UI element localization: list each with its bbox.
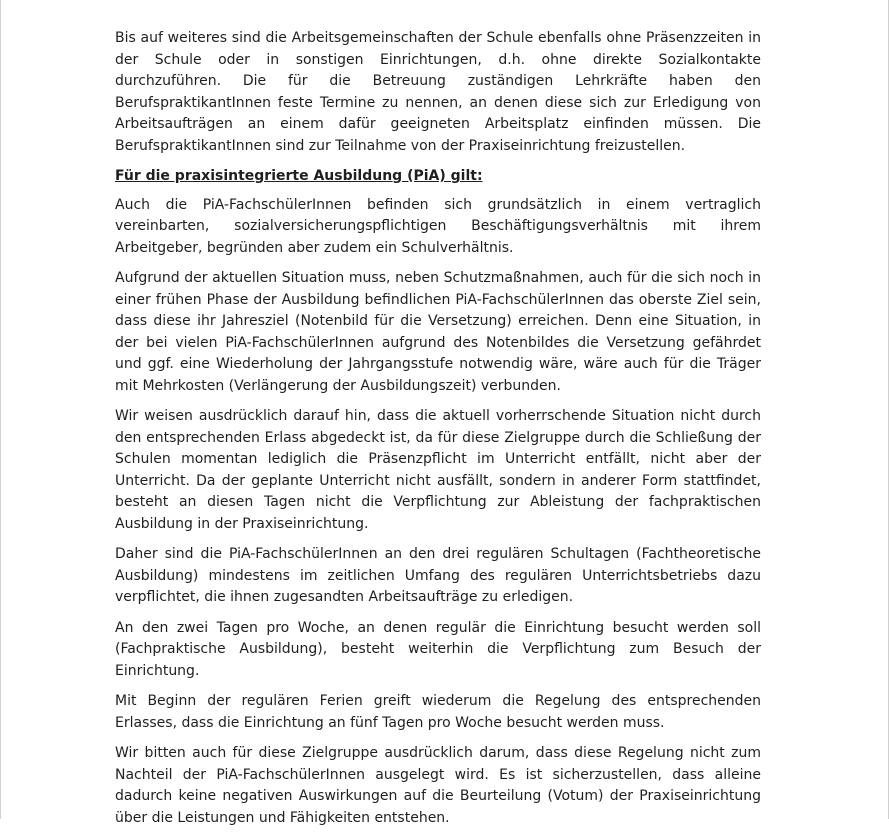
paragraph-beurteilung: Wir bitten auch für diese Zielgruppe ausdrücklich darum, dass diese Regelung nicht zum Nachteil der PiA-FachschülerInnen ausgelegt wird. Es ist sicherzustellen, dass alleine dadurch keine negativen Auswirkungen auf die Beurteilung (Votum) der Praxiseinrichtung über die Leistungen und Fähigkeiten entstehen. [115, 745, 761, 826]
paragraph-arbeitsgemeinschaften: Bis auf weiteres sind die Arbeitsgemeinschaften der Schule ebenfalls ohne Präsenzzeiten in der Schule oder in sonstigen Einrichtungen, d.h. ohne direkte Sozialkontakte durchzuführen. Die für die Betreuung zuständigen Lehrkräfte haben den BerufspraktikantInnen feste Termine zu nennen, an denen diese sich zur Erledigung von Arbeitsaufträgen an einem dafür geeigneten Arbeitsplatz einfinden müssen. Die BerufspraktikantInnen sind zur Teilnahme von der Praxiseinrichtung freizustellen. [115, 30, 761, 154]
paragraph-einrichtungstage: An den zwei Tagen pro Woche, an denen regulär die Einrichtung besucht werden soll (Fachpraktische Ausbildung), besteht weiterhin die Verpflichtung zum Besuch der Einrichtung. [115, 619, 761, 679]
paragraph-schultage: Daher sind die PiA-FachschülerInnen an den drei regulären Schultagen (Fachtheoretische Ausbildung) mindestens im zeitlichen Umfang des regulären Unterrichtsbetriebs dazu verpflichtet, die ihnen zugesandten Arbeitsaufträge zu erledigen. [115, 546, 761, 605]
section-heading-pia: Für die praxisintegrierte Ausbildung (PiA) gilt: [115, 168, 483, 184]
paragraph-erlass-hinweis: Wir weisen ausdrücklich darauf hin, dass die aktuell vorherrschende Situation nicht durch den entsprechenden Erlass abgedeckt ist, da für diese Zielgruppe durch die Schließung der Schulen momentan lediglich die Präsenzpflicht im Unterricht entfällt, nicht aber der Unterricht. Da der geplante Unterricht nicht ausfällt, sondern in anderer Form stattfindet, besteht an diesen Tagen nicht die Verpflichtung zur Ableistung der fachpraktischen Ausbildung in der Praxiseinrichtung. [115, 408, 761, 532]
paragraph-beschaeftigungsverhaeltnis: Auch die PiA-FachschülerInnen befinden sich grundsätzlich in einem vertraglich vereinbarten, sozialversicherungspflichtigen Beschäftigungsverhältnis mit ihrem Arbeitgeber, begründen aber zudem ein Schulverhältnis. [115, 196, 761, 256]
paragraph-jahresziel: Aufgrund der aktuellen Situation muss, neben Schutzmaßnahmen, auch für die sich noch in einer frühen Phase der Ausbildung befindlichen PiA-FachschülerInnen das oberste Ziel sein, dass diese ihr Jahresziel (Notenbild für die Versetzung) erreichen. Denn eine Situation, in der bei vielen PiA-FachschülerInnen aufgrund des Notenbildes die Versetzung gefährdet und ggf. eine Wiederholung der Jahrgangsstufe notwendig wäre, wäre auch für die Träger mit Mehrkosten (Verlängerung der Ausbildungszeit) verbunden. [115, 270, 761, 394]
paragraph-ferien: Mit Beginn der regulären Ferien greift wiederum die Regelung des entsprechenden Erlasses, dass die Einrichtung an fünf Tagen pro Woche besucht werden muss. [115, 693, 761, 731]
document-body [115, 28, 761, 838]
